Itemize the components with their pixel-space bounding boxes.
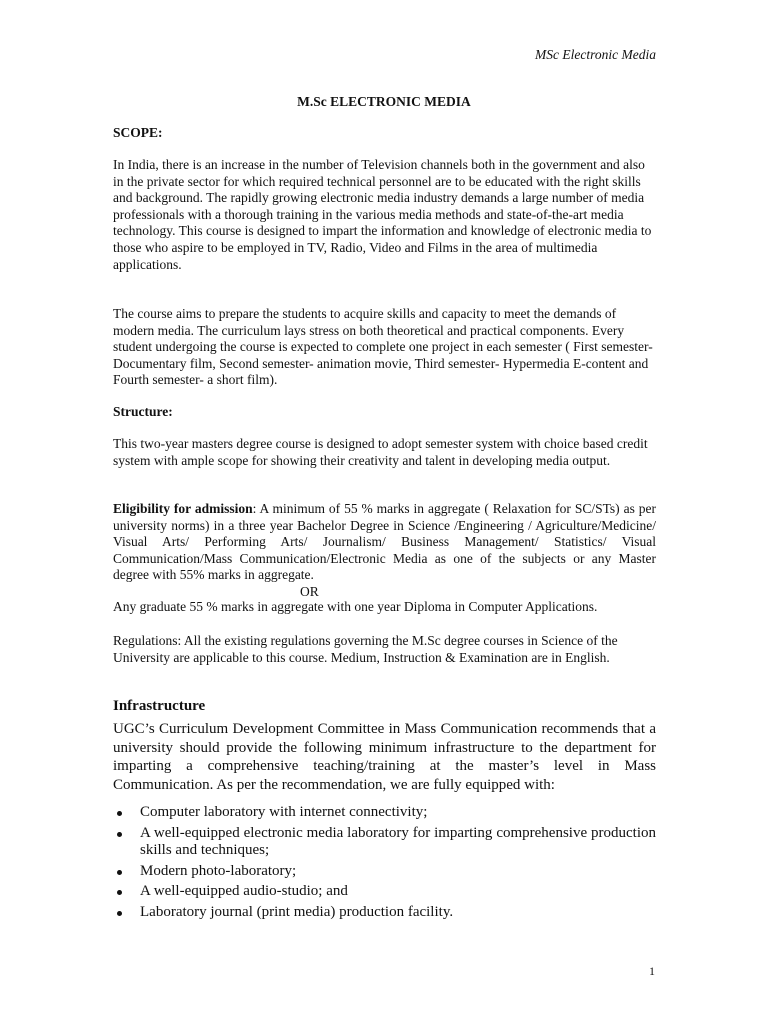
list-item (113, 883, 656, 901)
bullet-icon (117, 832, 122, 837)
scope-heading: SCOPE: (113, 125, 163, 140)
scope-paragraph-1: In India, there is an increase in the number of Television channels both in the government and also in the private sector for which required technical personnel are to be educated with the right skills and background. The rapidly growing electronic media industry demands a large number of media professionals with a thorough training in the various media methods and state-of-the-art media technology. This course is designed to impart the information and knowledge of electronic media to those who aspire to be employed in TV, Radio, Video and Films in the area of multimedia applications. (113, 157, 652, 272)
running-header: MSc Electronic Media (535, 47, 656, 62)
document-title: M.Sc ELECTRONIC MEDIA (297, 94, 471, 109)
bullet-icon (117, 911, 122, 916)
list-item (113, 904, 656, 922)
eligibility-paragraph (113, 501, 656, 584)
infrastructure-heading: Infrastructure (113, 698, 206, 714)
list-item (113, 825, 656, 860)
list-item (113, 863, 656, 881)
list-item-text: Computer laboratory with internet connectivity; (140, 804, 428, 820)
scope-paragraph-2: The course aims to prepare the students to acquire skills and capacity to meet the demands of modern media. The curriculum lays stress on both theoretical and practical components. Every student undergoing the course is expected to complete one project in each semester ( First semester- Documentary film, Second semester- animation movie, Third semester- Hypermedia E-content and Fourth semester- a short film). (113, 306, 653, 388)
eligibility-alternative: Any graduate 55 % marks in aggregate with one year Diploma in Computer Applications. (113, 599, 598, 614)
eligibility-or: OR (300, 584, 319, 599)
eligibility-text: : A minimum of 55 % marks in aggregate ( Relaxation for SC/STs) as per university norms) in a three year Bachelor Degree in Science /Engineering / Agriculture/Medicine/ Visual Arts/ Performing Arts/ Journalism/ Business Management/ Statistics/ Visual Communication/Mass Communication/Electronic Media as one of the subjects or any Master degree with 55% marks in aggregate. (113, 501, 656, 583)
infrastructure-intro: UGC’s Curriculum Development Committee in Mass Communication recommends that a university should provide the following minimum infrastructure to the department for imparting a comprehensive teaching/training at the master’s level in Mass Communication. As per the recommendation, we are fully equipped with: (113, 721, 656, 793)
list-item (113, 804, 656, 822)
list-item-text: Modern photo-laboratory; (140, 862, 297, 879)
structure-heading: Structure: (113, 404, 173, 419)
list-item-text: A well-equipped audio-studio; and (140, 883, 348, 899)
regulations-paragraph: Regulations: All the existing regulations governing the M.Sc degree courses in Science of the University are applicable to this course. Medium, Instruction & Examination are in English. (113, 633, 618, 665)
list-item-text: Laboratory journal (print media) production facility. (140, 903, 454, 920)
bullet-icon (117, 890, 122, 895)
list-item-text: A well-equipped electronic media laboratory for imparting comprehensive production skills and techniques; (140, 824, 656, 858)
eligibility-label: Eligibility for admission (113, 501, 253, 516)
structure-paragraph: This two-year masters degree course is designed to adopt semester system with choice based credit system with ample scope for showing their creativity and talent in developing media output. (113, 436, 648, 468)
bullet-icon (117, 870, 122, 875)
bullet-icon (117, 811, 122, 816)
page-number: 1 (649, 964, 655, 978)
infrastructure-list (113, 804, 656, 924)
